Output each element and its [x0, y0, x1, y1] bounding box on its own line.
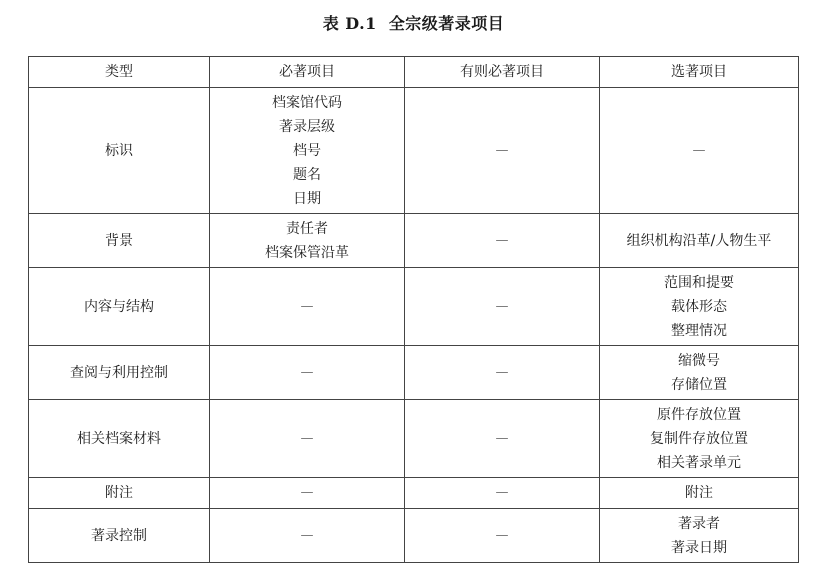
- cell-required: [210, 346, 405, 400]
- cell-optional: [600, 346, 799, 400]
- item-text: 载体形态: [671, 298, 727, 315]
- empty-dash: —: [495, 232, 509, 248]
- empty-dash: —: [300, 298, 314, 314]
- item-text: 档案保管沿革: [265, 244, 349, 261]
- cell-type: 内容与结构: [29, 268, 210, 346]
- item-text: 著录层级: [279, 118, 335, 135]
- item-text: 整理情况: [671, 322, 727, 339]
- empty-dash: —: [495, 364, 509, 380]
- table-row: [29, 400, 799, 478]
- table-row: [29, 268, 799, 346]
- empty-dash: —: [300, 430, 314, 446]
- cell-type: 附注: [29, 478, 210, 509]
- item-text: 复制件存放位置: [650, 430, 748, 447]
- cell-conditional: [405, 346, 600, 400]
- cell-optional: [600, 88, 799, 214]
- table-row: [29, 214, 799, 268]
- cell-conditional: [405, 88, 600, 214]
- item-text: 组织机构沿革/人物生平: [626, 232, 772, 249]
- item-text: 题名: [293, 166, 321, 183]
- cell-required: [210, 214, 405, 268]
- cell-optional: [600, 268, 799, 346]
- cell-type: 标识: [29, 88, 210, 214]
- item-text: 范围和提要: [664, 274, 734, 291]
- item-text: 相关著录单元: [657, 454, 741, 471]
- item-text: 存储位置: [671, 376, 727, 393]
- empty-dash: —: [300, 485, 314, 500]
- table-header-row: [29, 57, 799, 88]
- item-text: 著录者: [678, 515, 720, 532]
- cell-optional: [600, 509, 799, 563]
- item-text: 日期: [293, 190, 321, 207]
- table-row: [29, 346, 799, 400]
- cell-optional: [600, 400, 799, 478]
- cell-type: 背景: [29, 214, 210, 268]
- item-text: 缩微号: [678, 352, 720, 369]
- table-number: 表 D.1: [322, 14, 377, 33]
- cell-required: [210, 478, 405, 509]
- header-conditional: 有则必著项目: [405, 57, 600, 88]
- empty-dash: —: [300, 364, 314, 380]
- cell-required: [210, 400, 405, 478]
- header-required: 必著项目: [210, 57, 405, 88]
- cell-conditional: [405, 478, 600, 509]
- item-text: 档案馆代码: [272, 94, 342, 111]
- item-text: 责任者: [286, 220, 328, 237]
- cell-required: [210, 268, 405, 346]
- table-caption: [0, 10, 827, 38]
- cell-conditional: [405, 400, 600, 478]
- table-row: [29, 478, 799, 509]
- cell-conditional: [405, 214, 600, 268]
- empty-dash: —: [300, 527, 314, 543]
- table-row: [29, 509, 799, 563]
- table-title: 全宗级著录项目: [388, 14, 505, 33]
- table-row: [29, 88, 799, 214]
- empty-dash: —: [495, 485, 509, 500]
- cell-conditional: [405, 509, 600, 563]
- cell-optional: [600, 214, 799, 268]
- cell-required: [210, 509, 405, 563]
- header-type: 类型: [29, 57, 210, 88]
- item-text: 附注: [685, 485, 713, 501]
- fonds-level-description-table: [28, 56, 799, 563]
- cell-required: [210, 88, 405, 214]
- cell-type: 相关档案材料: [29, 400, 210, 478]
- item-text: 原件存放位置: [657, 406, 741, 423]
- item-text: 著录日期: [671, 539, 727, 556]
- item-text: 档号: [293, 142, 321, 159]
- cell-conditional: [405, 268, 600, 346]
- cell-optional: [600, 478, 799, 509]
- empty-dash: —: [495, 527, 509, 543]
- empty-dash: —: [495, 142, 509, 158]
- cell-type: 查阅与利用控制: [29, 346, 210, 400]
- header-optional: 选著项目: [600, 57, 799, 88]
- empty-dash: —: [495, 298, 509, 314]
- cell-type: 著录控制: [29, 509, 210, 563]
- empty-dash: —: [692, 142, 706, 158]
- empty-dash: —: [495, 430, 509, 446]
